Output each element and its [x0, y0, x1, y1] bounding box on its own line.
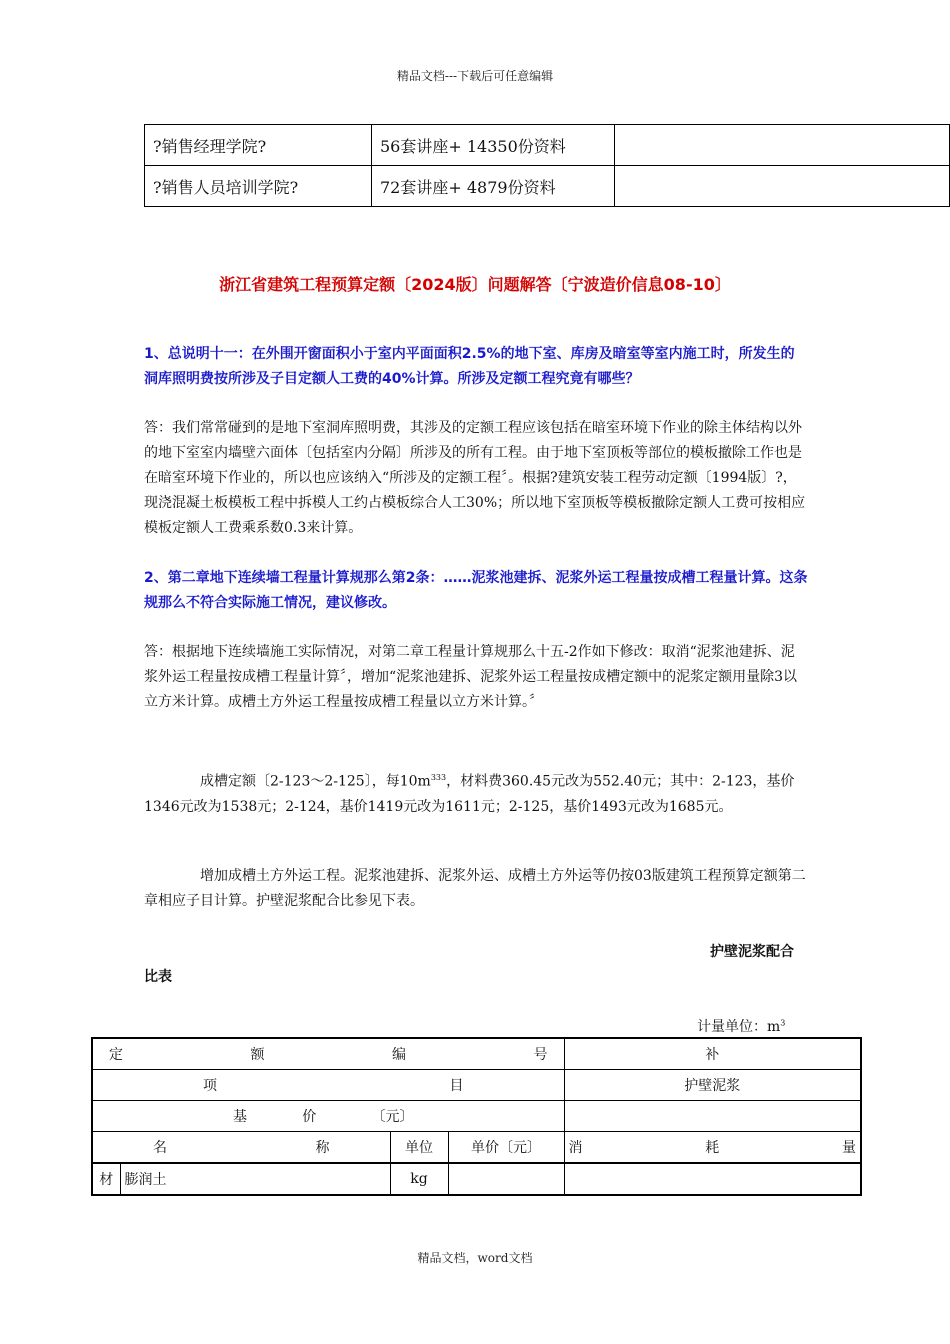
label-char: 项 — [203, 1078, 217, 1094]
page-header: 精品文档---下载后可任意编辑 — [396, 69, 554, 83]
item-value: 护壁泥浆 — [564, 1070, 861, 1101]
quota-number-value: 补 — [564, 1038, 861, 1070]
table-row — [92, 1132, 861, 1164]
consumption-header — [564, 1132, 861, 1164]
label-char: 名 — [153, 1140, 167, 1156]
label-char: 称 — [315, 1140, 330, 1156]
page-footer: 精品文档，word文档 — [417, 1251, 533, 1265]
material-category: 材 — [92, 1163, 120, 1195]
table-caption-line2: 比表 — [144, 969, 172, 985]
material-consumption — [564, 1163, 861, 1195]
unit-text: 计量单位：m — [697, 1019, 781, 1035]
label-char: 额 — [250, 1047, 265, 1063]
table-row — [92, 1070, 861, 1101]
name-header — [92, 1132, 390, 1164]
material-unit: kg — [390, 1163, 448, 1195]
table-caption-line1: 护壁泥浆配合 — [710, 944, 794, 960]
answer-2: 答：根据地下连续墙施工实际情况，对第二章工程量计算规那么十五-2作如下修改：取消“泥浆池建拆、泥浆外运工程量按成槽工程量计算〞，增加“泥浆池建拆、泥浆外运工程量按成槽定额中的泥浆定额用量除3以立方米计算。成槽土方外运工程量按成槽工程量以立方米计算。〞 — [144, 644, 798, 710]
resource-table — [144, 124, 950, 207]
unit-superscript: 3 — [780, 1018, 786, 1028]
table-row — [145, 166, 950, 207]
material-price — [448, 1163, 564, 1195]
paragraph-added-item: 增加成槽土方外运工程。泥浆池建拆、泥浆外运、成槽土方外运等仍按03版建筑工程预算定额第二章相应子目计算。护壁泥浆配合比参见下表。 — [144, 868, 806, 909]
label-char: 定 — [109, 1047, 123, 1063]
label-char: 量 — [842, 1140, 856, 1156]
item-label — [92, 1070, 564, 1101]
label-char: 耗 — [705, 1140, 720, 1156]
label-char: 目 — [449, 1078, 464, 1094]
table-cell: ?销售人员培训学院? — [145, 166, 372, 207]
para-text-b: ，材料费360.45元改为552.40元；其中：2-123，基价1346元改为1538元；2-124，基价1419元改为1611元；2-125，基价1493元改为1685元。 — [144, 773, 795, 815]
label-char: 基 — [233, 1109, 247, 1125]
table-row — [92, 1038, 861, 1070]
answer-1: 答：我们常常碰到的是地下室洞库照明费，其涉及的定额工程应该包括在暗室环境下作业的除主体结构以外的地下室室内墙壁六面体〔包括室内分隔〕所涉及的所有工程。由于地下室顶板等部位的模板撤除工作也是在暗室环境下作业的，所以也应该纳入“所涉及的定额工程〞。根据?建筑安装工程劳动定额〔1994版〕?，现浇混凝土板模板工程中拆模人工约占模板综合人工30%；所以地下室顶板等模板撤除定额人工费可按相应模板定额人工费乘系数0.3来计算。 — [144, 420, 806, 536]
document-title: 浙江省建筑工程预算定额〔2024版〕问题解答〔宁波造价信息08-10〕 — [219, 275, 731, 294]
unit-label — [697, 1016, 785, 1036]
table-cell — [615, 166, 950, 207]
label-char: 号 — [533, 1047, 548, 1063]
base-price-label — [92, 1101, 564, 1132]
para-text-a: 成槽定额〔2-123～2-125〕，每10m — [200, 773, 431, 790]
table-cell: ?销售经理学院? — [145, 125, 372, 166]
question-1: 1、总说明十一：在外围开窗面积小于室内平面面积2.5%的地下室、库房及暗室等室内施工时，所发生的洞库照明费按所涉及子目定额人工费的40%计算。所涉及定额工程究竟有哪些？ — [144, 346, 795, 387]
label-char: 编 — [392, 1047, 406, 1063]
base-price-value — [564, 1101, 861, 1132]
table-cell — [615, 125, 950, 166]
table-row — [145, 125, 950, 166]
label-char: 消 — [568, 1140, 583, 1156]
table-cell: 56套讲座+ 14350份资料 — [372, 125, 615, 166]
table-row — [92, 1101, 861, 1132]
unit-header: 单位 — [390, 1132, 448, 1164]
table-row — [92, 1163, 861, 1195]
question-2: 2、第二章地下连续墙工程量计算规那么第2条：……泥浆池建拆、泥浆外运工程量按成槽工程量计算。这条规那么不符合实际施工情况，建议修改。 — [144, 570, 808, 611]
paragraph-quota-change — [144, 765, 808, 820]
quota-number-label — [92, 1038, 564, 1070]
material-name: 膨润土 — [120, 1163, 390, 1195]
label-char: 〔元〕 — [371, 1109, 414, 1125]
unit-price-header: 单价〔元〕 — [448, 1132, 564, 1164]
table-cell: 72套讲座+ 4879份资料 — [372, 166, 615, 207]
label-char: 价 — [302, 1109, 317, 1125]
superscript: 333 — [430, 773, 447, 782]
slurry-mix-table — [91, 1037, 862, 1196]
